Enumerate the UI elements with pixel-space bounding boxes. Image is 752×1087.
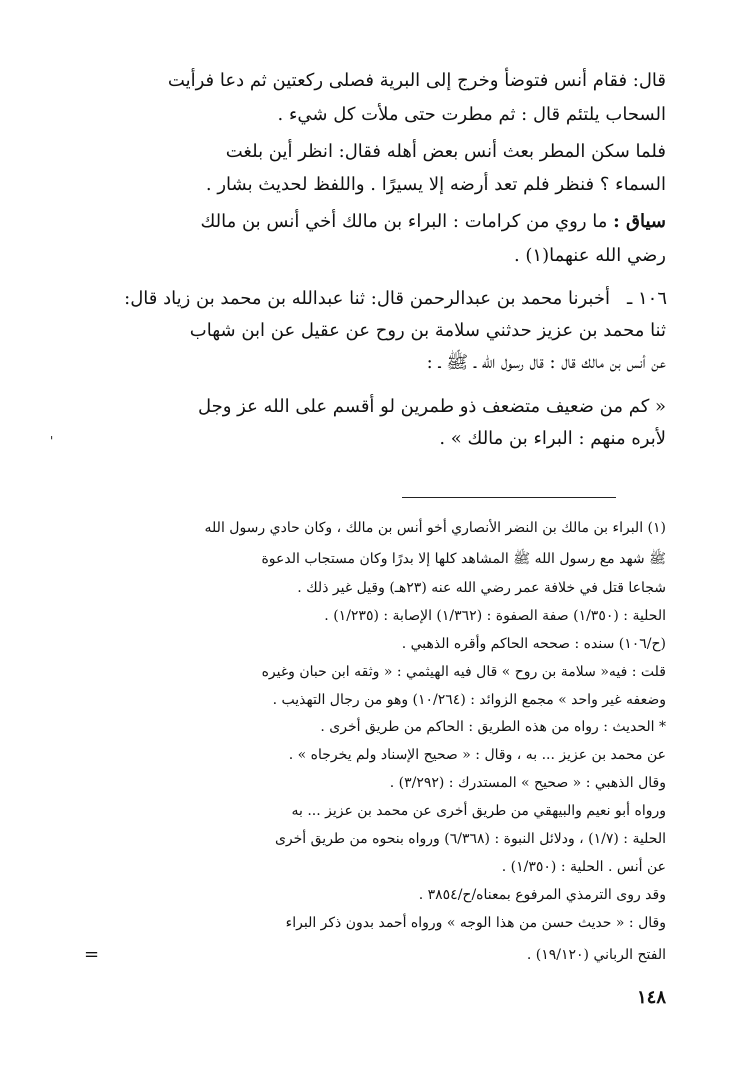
- footnote-line-13: عن أنس . الحلية : (١/٣٥٠) .: [501, 859, 666, 875]
- footnote-line-2: ﷺ شهد مع رسول الله ﷺ المشاهد كلها إلا بدرًا وكان مستجاب الدعوة: [261, 551, 666, 567]
- footnote-line-1: (١) البراء بن مالك بن النضر الأنصاري أخو أنس بن مالك ، وكان حادي رسول الله: [204, 520, 666, 536]
- footnote-line-7: وضعفه غير واحد » مجمع الزوائد : (١٠/٢٦٤) وهو من رجال التهذيب .: [272, 692, 666, 708]
- continuation-mark: =: [84, 944, 100, 965]
- hadith-line-2: ثنا محمد بن عزيز حدثني سلامة بن روح عن عقيل عن ابن شهاب: [189, 320, 666, 341]
- paragraph-1-line-2: السحاب يلتئم قال : ثم مطرت حتى ملأت كل شيء .: [277, 104, 666, 125]
- hadith-line-1: أخبرنا محمد بن عبدالرحمن قال: ثنا عبدالله بن محمد بن زياد قال:: [124, 288, 610, 309]
- paragraph-2-line-2: السماء ؟ فنظر فلم تعد أرضه إلا يسيرًا . واللفظ لحديث بشار .: [205, 174, 666, 195]
- paragraph-2-line-1: فلما سكن المطر بعث أنس بعض أهله فقال: انظر أين بلغت: [225, 141, 666, 162]
- hadith-number: ١٠٦ ـ: [626, 288, 667, 309]
- siaq-line-2: رضي الله عنهما(١) .: [513, 245, 666, 266]
- hadith-line-3: عن أنس بن مالك قال : قال رسول الله ـ ﷺ ـ :: [426, 352, 666, 373]
- footnote-line-11: ورواه أبو نعيم والبيهقي من طريق أخرى عن محمد بن عزيز ... به: [291, 803, 666, 819]
- footnote-line-15: وقال : « حديث حسن من هذا الوجه » ورواه أحمد بدون ذكر البراء: [285, 915, 666, 931]
- page-number: ١٤٨: [636, 987, 666, 1008]
- footnote-line-9: عن محمد بن عزيز ... به ، وقال : « صحيح الإسناد ولم يخرجاه » .: [288, 747, 666, 763]
- scan-speck: ': [50, 434, 54, 448]
- siaq-text: ما روي من كرامات : البراء بن مالك أخي أنس بن مالك: [200, 211, 608, 232]
- footnote-line-4: الحلية : (١/٣٥٠) صفة الصفوة : (١/٣٦٢) الإصابة : (١/٢٣٥) .: [324, 608, 666, 624]
- siaq-line-1: [82, 207, 666, 237]
- footnote-line-12: الحلية : (١/٧) ، ودلائل النبوة : (٦/٣٦٨) ورواه بنحوه من طريق أخرى: [274, 831, 666, 847]
- footnote-line-14: وقد روى الترمذي المرفوع بمعناه/ح/٣٨٥٤ .: [418, 887, 666, 903]
- hadith-quote-line-1: « كم من ضعيف متضعف ذو طمرين لو أقسم على الله عز وجل: [197, 396, 666, 417]
- footnote-divider: [402, 497, 616, 498]
- paragraph-1-line-1: قال: فقام أنس فتوضأ وخرج إلى البرية فصلى ركعتين ثم دعا فرأيت: [167, 70, 666, 91]
- footnote-line-8: * الحديث : رواه من هذه الطريق : الحاكم من طريق أخرى .: [320, 719, 666, 735]
- footnote-line-10: وقال الذهبي : « صحيح » المستدرك : (٣/٢٩٢) .: [389, 775, 666, 791]
- footnote-line-3: شجاعا قتل في خلافة عمر رضي الله عنه (٢٣هـ) وقيل غير ذلك .: [297, 580, 666, 596]
- footnote-line-16: الفتح الرباني (١٩/١٢٠) .: [526, 947, 666, 963]
- footnote-line-6: قلت : فيه« سلامة بن روح » قال فيه الهيثمي : « وثقه ابن حبان وغيره: [261, 664, 666, 680]
- footnote-line-5: (ح/١٠٦) سنده : صححه الحاكم وأقره الذهبي .: [401, 636, 666, 652]
- hadith-quote-line-2: لأبره منهم : البراء بن مالك » .: [439, 428, 666, 449]
- siaq-label: سياق :: [613, 211, 666, 232]
